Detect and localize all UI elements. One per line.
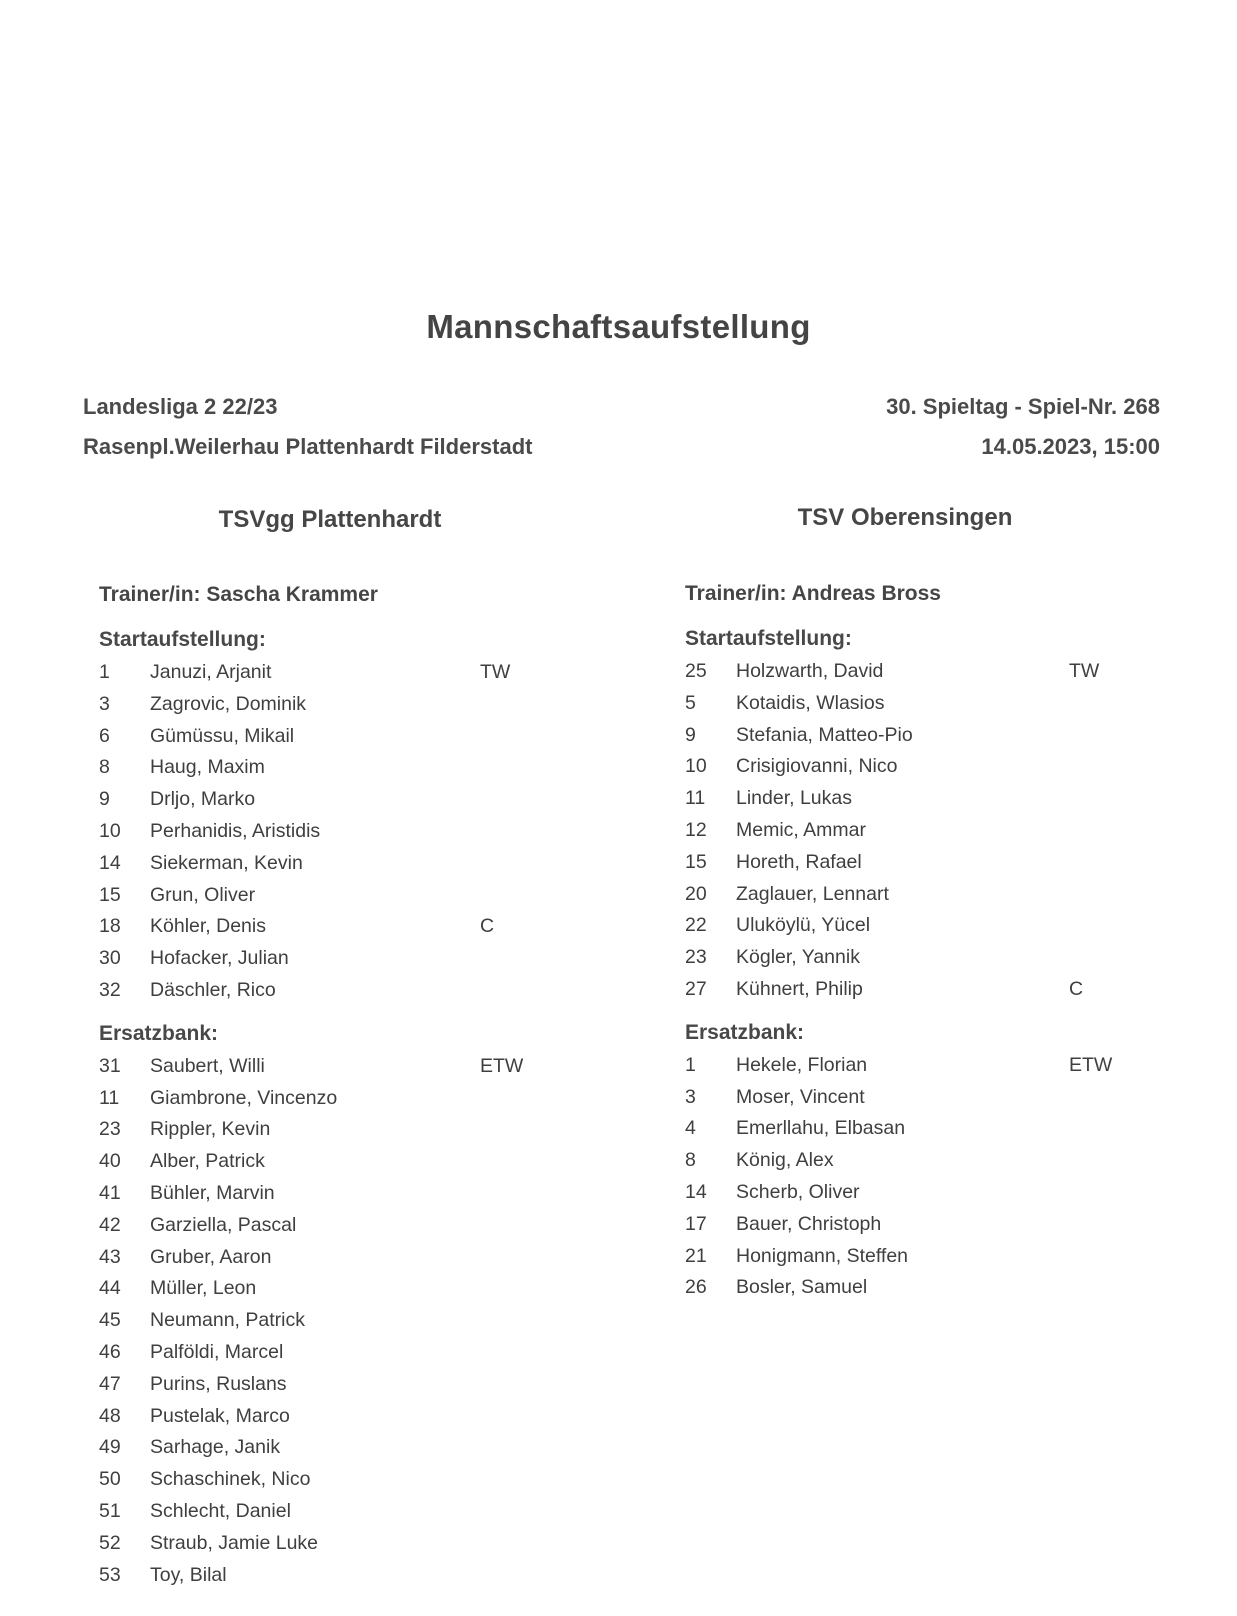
player-row <box>99 689 569 721</box>
shirt-number: 14 <box>685 1180 707 1203</box>
shirt-number: 27 <box>685 977 707 1000</box>
player-row <box>99 1496 569 1528</box>
player-name: Köhler, Denis <box>150 915 266 938</box>
shirt-number: 45 <box>99 1309 121 1332</box>
player-name: Holzwarth, David <box>736 660 884 682</box>
shirt-number: 49 <box>99 1436 121 1459</box>
player-name: Stefania, Matteo-Pio <box>736 723 913 746</box>
player-row <box>99 1242 569 1274</box>
player-name: Sarhage, Janik <box>150 1436 281 1459</box>
player-row <box>685 847 1155 879</box>
player-name: Schaschinek, Nico <box>150 1468 311 1491</box>
shirt-number: 9 <box>685 723 696 746</box>
player-name: König, Alex <box>736 1149 834 1172</box>
player-name: Linder, Lukas <box>736 787 853 810</box>
shirt-number: 25 <box>685 660 707 682</box>
player-role: TW <box>1069 660 1100 682</box>
player-name: Gruber, Aaron <box>150 1245 272 1268</box>
shirt-number: 12 <box>685 818 707 841</box>
player-name: Crisigiovanni, Nico <box>736 755 898 778</box>
shirt-number: 10 <box>685 755 707 778</box>
player-row <box>685 942 1155 974</box>
shirt-number: 14 <box>99 851 121 874</box>
player-name: Neumann, Patrick <box>150 1309 305 1332</box>
player-row <box>685 1082 1155 1114</box>
player-name: Moser, Vincent <box>736 1085 865 1108</box>
player-name: Perhanidis, Aristidis <box>150 819 321 842</box>
player-row <box>99 1273 569 1305</box>
player-row <box>685 1241 1155 1273</box>
shirt-number: 50 <box>99 1468 121 1491</box>
player-name: Kotaidis, Wlasios <box>736 691 885 714</box>
home-lineup <box>99 578 569 1591</box>
away-bench-list <box>685 1050 1155 1304</box>
player-role: C <box>480 915 495 938</box>
shirt-number: 48 <box>99 1404 121 1427</box>
player-name: Horeth, Rafael <box>736 850 862 873</box>
player-name: Saubert, Willi <box>150 1054 265 1077</box>
player-name: Kögler, Yannik <box>736 946 860 969</box>
player-row <box>99 975 569 1007</box>
shirt-number: 23 <box>685 946 707 969</box>
shirt-number: 18 <box>99 915 121 938</box>
shirt-number: 3 <box>685 1085 696 1108</box>
shirt-number: 26 <box>685 1276 707 1299</box>
player-row <box>685 879 1155 911</box>
player-name: Haug, Maxim <box>150 756 265 779</box>
shirt-number: 15 <box>99 883 121 906</box>
away-lineup <box>685 577 1155 1304</box>
league-label: Landesliga 2 22/23 <box>83 394 278 419</box>
home-start-heading: Startaufstellung: <box>99 628 266 651</box>
shirt-number: 4 <box>685 1117 696 1140</box>
home-coach: Trainer/in: Sascha Krammer <box>99 583 378 606</box>
player-row <box>685 1272 1155 1304</box>
player-row <box>99 816 569 848</box>
player-name: Hekele, Florian <box>736 1053 868 1076</box>
shirt-number: 10 <box>99 819 121 842</box>
shirt-number: 1 <box>685 1053 696 1076</box>
player-row <box>99 1210 569 1242</box>
player-row <box>685 974 1155 1006</box>
player-row <box>99 1051 569 1083</box>
home-bench-heading: Ersatzbank: <box>99 1021 219 1045</box>
shirt-number: 6 <box>99 724 110 747</box>
shirt-number: 41 <box>99 1181 121 1204</box>
player-row <box>685 1209 1155 1241</box>
shirt-number: 40 <box>99 1150 121 1173</box>
home-team-name: TSVgg Plattenhardt <box>218 506 442 533</box>
player-row <box>99 1337 569 1369</box>
player-row <box>685 1050 1155 1082</box>
player-row <box>99 1432 569 1464</box>
player-name: Bosler, Samuel <box>736 1276 868 1299</box>
player-row <box>99 1560 569 1592</box>
shirt-number: 53 <box>99 1563 121 1586</box>
player-name: Pustelak, Marco <box>150 1404 290 1427</box>
player-role: C <box>1069 977 1084 1000</box>
shirt-number: 9 <box>99 788 110 811</box>
player-row <box>99 911 569 943</box>
player-name: Honigmann, Steffen <box>736 1244 909 1267</box>
player-name: Zagrovic, Dominik <box>150 692 307 715</box>
player-name: Drljo, Marko <box>150 788 256 811</box>
shirt-number: 32 <box>99 978 121 1001</box>
shirt-number: 8 <box>685 1149 696 1172</box>
shirt-number: 22 <box>685 914 707 937</box>
player-row <box>685 751 1155 783</box>
player-row <box>99 1114 569 1146</box>
player-row <box>685 656 1155 688</box>
player-name: Januzi, Arjanit <box>150 661 272 683</box>
away-coach: Trainer/in: Andreas Bross <box>685 582 941 605</box>
player-name: Palföldi, Marcel <box>150 1340 284 1363</box>
player-row <box>685 720 1155 752</box>
player-name: Alber, Patrick <box>150 1150 265 1173</box>
player-name: Bühler, Marvin <box>150 1181 275 1204</box>
player-row <box>99 943 569 975</box>
player-row <box>685 688 1155 720</box>
home-start-list <box>99 657 569 1007</box>
shirt-number: 21 <box>685 1244 707 1267</box>
shirt-number: 52 <box>99 1531 121 1554</box>
shirt-number: 5 <box>685 691 696 714</box>
player-role: ETW <box>480 1054 524 1077</box>
player-row <box>99 657 569 689</box>
player-role: ETW <box>1069 1053 1113 1076</box>
home-bench-list <box>99 1051 569 1592</box>
player-name: Bauer, Christoph <box>736 1212 882 1235</box>
player-name: Garziella, Pascal <box>150 1213 297 1236</box>
page-title: Mannschaftsaufstellung <box>426 308 811 345</box>
player-name: Gümüssu, Mikail <box>150 724 295 747</box>
player-row <box>99 721 569 753</box>
player-row <box>99 1146 569 1178</box>
player-row <box>99 752 569 784</box>
shirt-number: 20 <box>685 882 707 905</box>
player-row <box>99 1178 569 1210</box>
player-row <box>685 910 1155 942</box>
player-row <box>685 815 1155 847</box>
player-name: Emerllahu, Elbasan <box>736 1117 906 1140</box>
player-name: Däschler, Rico <box>150 978 276 1001</box>
player-name: Straub, Jamie Luke <box>150 1531 319 1554</box>
player-name: Müller, Leon <box>150 1277 257 1300</box>
matchday-label: 30. Spieltag - Spiel-Nr. 268 <box>886 394 1160 419</box>
player-name: Scherb, Oliver <box>736 1180 860 1203</box>
shirt-number: 23 <box>99 1118 121 1141</box>
shirt-number: 30 <box>99 947 121 970</box>
player-row <box>99 1401 569 1433</box>
away-bench-heading: Ersatzbank: <box>685 1020 805 1044</box>
player-row <box>685 1113 1155 1145</box>
player-row <box>99 880 569 912</box>
shirt-number: 8 <box>99 756 110 779</box>
shirt-number: 31 <box>99 1054 121 1077</box>
player-name: Hofacker, Julian <box>150 947 289 970</box>
player-name: Giambrone, Vincenzo <box>150 1086 338 1109</box>
shirt-number: 15 <box>685 850 707 873</box>
player-name: Purins, Ruslans <box>150 1372 287 1395</box>
away-start-list <box>685 656 1155 1006</box>
player-row <box>99 1369 569 1401</box>
shirt-number: 51 <box>99 1499 121 1522</box>
shirt-number: 11 <box>99 1086 120 1109</box>
player-name: Uluköylü, Yücel <box>736 914 871 937</box>
player-row <box>685 1177 1155 1209</box>
player-name: Siekerman, Kevin <box>150 851 303 874</box>
player-row <box>99 1083 569 1115</box>
player-row <box>685 783 1155 815</box>
player-name: Rippler, Kevin <box>150 1118 271 1141</box>
shirt-number: 1 <box>99 661 110 683</box>
away-start-heading: Startaufstellung: <box>685 627 852 650</box>
player-name: Toy, Bilal <box>150 1563 227 1586</box>
player-name: Grun, Oliver <box>150 883 256 906</box>
datetime-label: 14.05.2023, 15:00 <box>981 434 1160 459</box>
shirt-number: 3 <box>99 692 110 715</box>
player-name: Schlecht, Daniel <box>150 1499 291 1522</box>
player-row <box>99 1528 569 1560</box>
shirt-number: 44 <box>99 1277 121 1300</box>
player-row <box>99 1305 569 1337</box>
player-row <box>99 848 569 880</box>
player-name: Zaglauer, Lennart <box>736 882 889 905</box>
shirt-number: 11 <box>685 787 706 810</box>
player-name: Kühnert, Philip <box>736 977 863 1000</box>
player-row <box>99 1464 569 1496</box>
player-row <box>685 1145 1155 1177</box>
shirt-number: 17 <box>685 1212 707 1235</box>
player-row <box>99 784 569 816</box>
venue-label: Rasenpl.Weilerhau Plattenhardt Filderstadt <box>83 434 533 459</box>
away-team-name: TSV Oberensingen <box>797 504 1013 531</box>
player-name: Memic, Ammar <box>736 818 867 841</box>
player-role: TW <box>480 661 511 683</box>
shirt-number: 43 <box>99 1245 121 1268</box>
shirt-number: 47 <box>99 1372 121 1395</box>
shirt-number: 46 <box>99 1340 121 1363</box>
shirt-number: 42 <box>99 1213 121 1236</box>
